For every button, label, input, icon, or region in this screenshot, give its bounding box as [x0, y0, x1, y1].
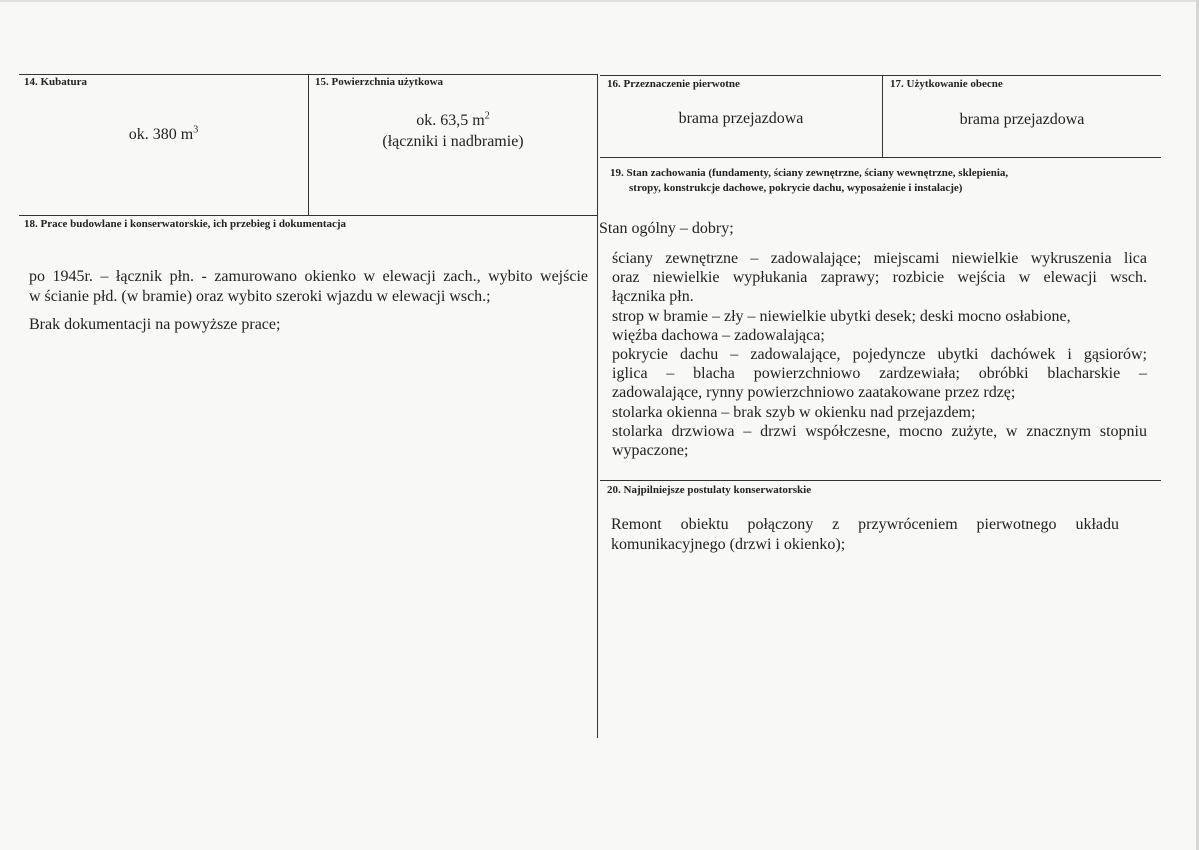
condition-line: łącznika płn.: [612, 288, 694, 306]
general-condition: Stan ogólny – dobry;: [599, 220, 734, 237]
section-18-body: [29, 267, 588, 335]
works-line-2: w ścianie płd. (w bramie) oraz wybito szeroki wjazdu w elewacji wsch.;: [29, 288, 491, 305]
original-purpose-value: brama przejazdowa: [678, 110, 804, 127]
section-19-label-line1: 19. Stan zachowania (fundamenty, ściany zewnętrzne, ściany wewnętrzne, sklepienia,: [610, 167, 1009, 179]
condition-line: strop w bramie – zły – niewielkie ubytki desek; deski mocno osłabione,: [612, 307, 1071, 325]
border-above-20: [600, 480, 1161, 481]
usable-area-exponent: 2: [484, 110, 490, 122]
section-16-label: 16. Przeznaczenie pierwotne: [607, 78, 740, 90]
section-14-label: 14. Kubatura: [24, 76, 87, 88]
divider-main: [597, 74, 598, 738]
usable-area-line1: [309, 110, 597, 131]
condition-line: zadowalające, rynny powierzchniowo zaatakowane przez rdzę;: [612, 384, 1016, 402]
postulates-line-2: komunikacyjnego (drzwi i okienko);: [611, 536, 846, 553]
section-20-label: 20. Najpilniejsze postulaty konserwatorskie: [607, 484, 812, 496]
works-line-1: po 1945r. – łącznik płn. - zamurowano okienko w elewacji zach., wybito wejście: [29, 268, 588, 285]
condition-line: stolarka drzwiowa – drzwi współczesne, mocno zużyte, w znacznym stopniu: [612, 422, 1147, 440]
condition-line: ściany zewnętrzne – zadowalające; miejscami niewielkie wykruszenia lica: [612, 250, 1147, 267]
page-edge-top: [0, 0, 1199, 2]
section-20-body: [611, 515, 1119, 555]
cubature-number: ok. 380 m: [128, 126, 194, 143]
condition-line: więźba dachowa – zadowalająca;: [612, 326, 825, 344]
condition-line: oraz niewielkie wypłukania zaprawy; rozbicie wejścia w elewacji wsch.: [612, 269, 1147, 287]
usable-area-value: [309, 110, 597, 152]
usable-area-line2: (łączniki i nadbramie): [382, 133, 524, 150]
usable-area-number: ok. 63,5 m: [416, 112, 485, 129]
section-18-label: 18. Prace budowlane i konserwatorskie, ich przebieg i dokumentacja: [24, 218, 347, 230]
cubature-exponent: 3: [193, 124, 199, 136]
cubature-value: [19, 124, 308, 145]
documentation-note: Brak dokumentacji na powyższe prace;: [29, 316, 281, 333]
condition-line: wypaczone;: [612, 442, 689, 460]
section-17-label: 17. Użytkowanie obecne: [890, 78, 1003, 90]
section-15-label: 15. Powierzchnia użytkowa: [315, 76, 444, 88]
top-border-right: [600, 75, 1161, 76]
condition-line: pokrycie dachu – zadowalające, pojedyncze ubytki dachówek i gąsiorów;: [612, 346, 1147, 364]
condition-line: iglica – blacha powierzchniowo zardzewiała; obróbki blacharskie –: [612, 365, 1147, 383]
condition-details: [612, 249, 1147, 460]
postulates-line-1: Remont obiektu połączony z przywróceniem pierwotnego układu: [611, 516, 1119, 533]
border-above-19: [600, 157, 1161, 158]
border-above-18: [19, 215, 597, 216]
current-use-value: brama przejazdowa: [959, 111, 1085, 128]
section-19-label: [610, 166, 1008, 196]
section-19-label-line2: stropy, konstrukcje dachowe, pokrycie dachu, wyposażenie i instalacje): [629, 182, 963, 194]
condition-line: stolarka okienna – brak szyb w okienku nad przejazdem;: [612, 403, 976, 421]
